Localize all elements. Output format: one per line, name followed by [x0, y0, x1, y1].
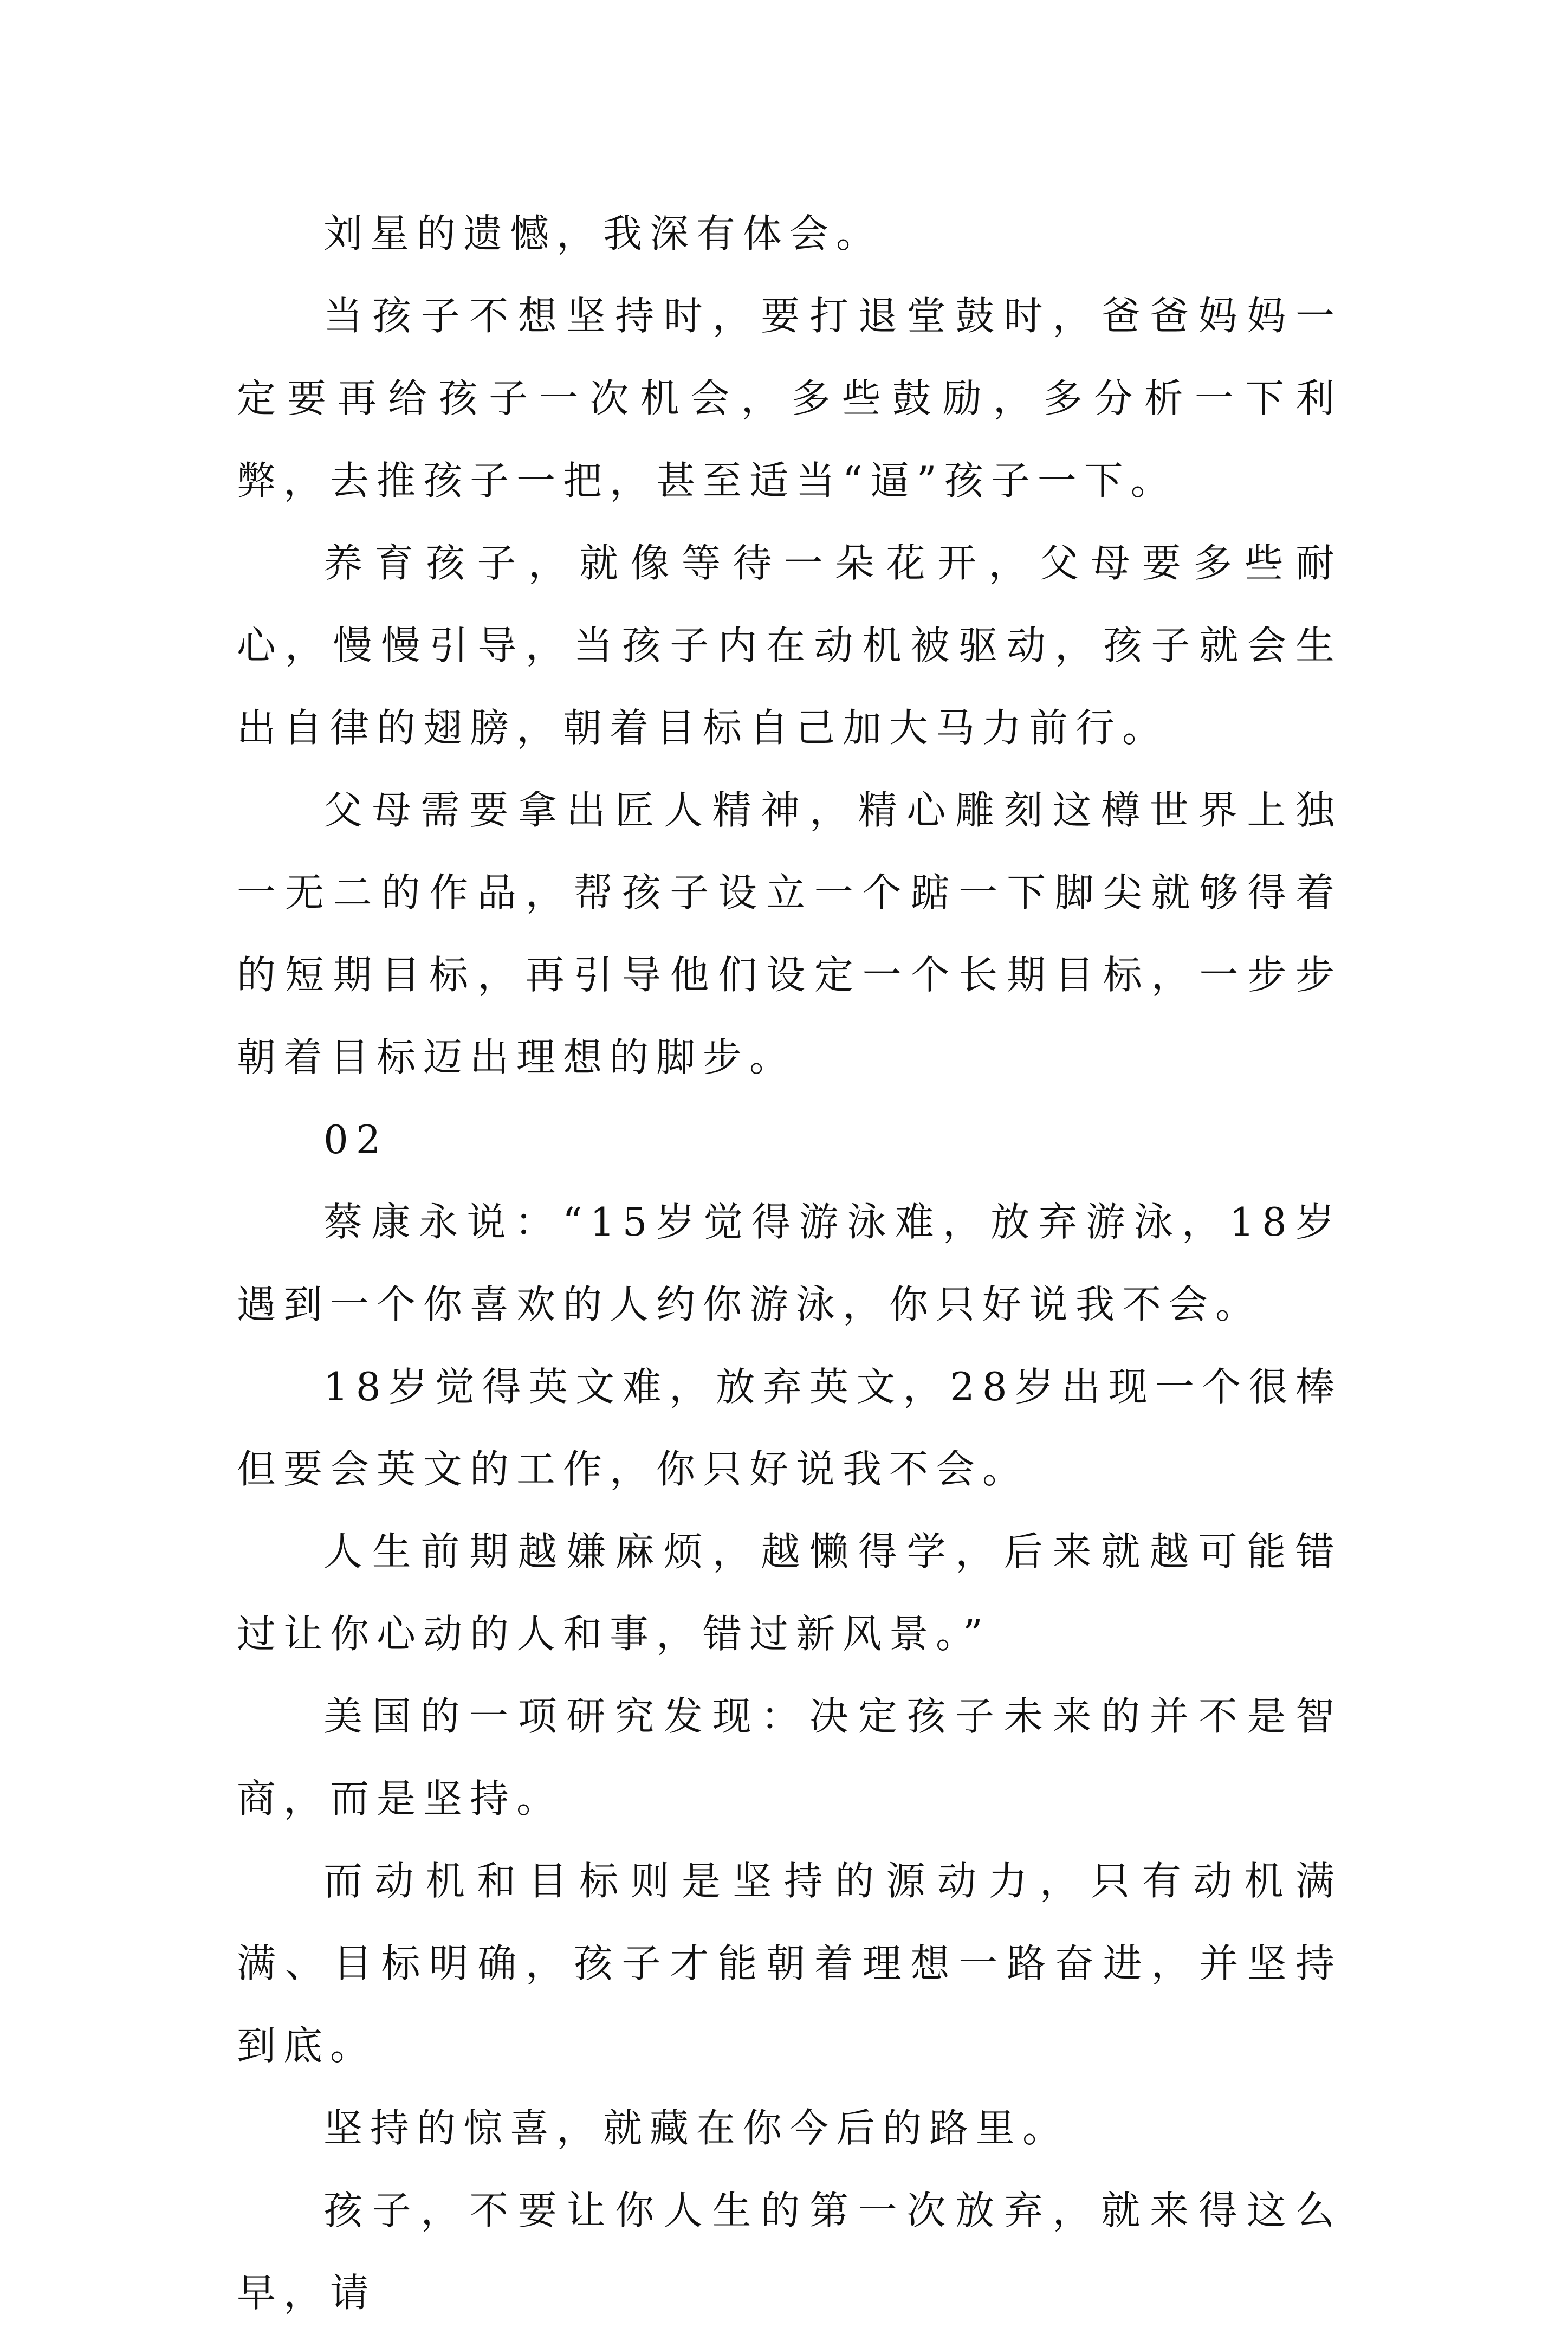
paragraph: 蔡康永说：“15岁觉得游泳难，放弃游泳，18岁遇到一个你喜欢的人约你游泳，你只好说我不会。	[237, 1199, 1342, 1327]
paragraph: 养育孩子，就像等待一朵花开，父母要多些耐心，慢慢引导，当孩子内在动机被驱动，孩子就会生出自律的翅膀，朝着目标自己加大马力前行。	[237, 540, 1342, 751]
paragraph: 坚持的惊喜，就藏在你今后的路里。	[323, 2105, 1070, 2151]
paragraph: 刘星的遗憾，我深有体会。	[323, 211, 883, 256]
paragraph: 18岁觉得英文难，放弃英文，28岁出现一个很棒但要会英文的工作，你只好说我不会。	[237, 1364, 1342, 1492]
paragraph: 人生前期越嫌麻烦，越懒得学，后来就越可能错过让你心动的人和事，错过新风景。”	[237, 1529, 1342, 1657]
paragraph: 当孩子不想坚持时，要打退堂鼓时，爸爸妈妈一定要再给孩子一次机会，多些鼓励，多分析一下利弊，去推孩子一把，甚至适当“逼”孩子一下。	[237, 293, 1342, 503]
paragraph: 美国的一项研究发现：决定孩子未来的并不是智商，而是坚持。	[237, 1693, 1342, 1821]
section-number: 02	[323, 1117, 388, 1162]
paragraph: 孩子，不要让你人生的第一次放弃，就来得这么早，请	[237, 2188, 1342, 2316]
paragraph: 而动机和目标则是坚持的源动力，只有动机满满、目标明确，孩子才能朝着理想一路奋进，并坚持到底。	[237, 1858, 1342, 2068]
body-text	[237, 192, 1342, 2334]
paragraph: 父母需要拿出匠人精神，精心雕刻这樽世界上独一无二的作品，帮孩子设立一个踮一下脚尖就够得着的短期目标，再引导他们设定一个长期目标，一步步朝着目标迈出理想的脚步。	[237, 787, 1342, 1080]
